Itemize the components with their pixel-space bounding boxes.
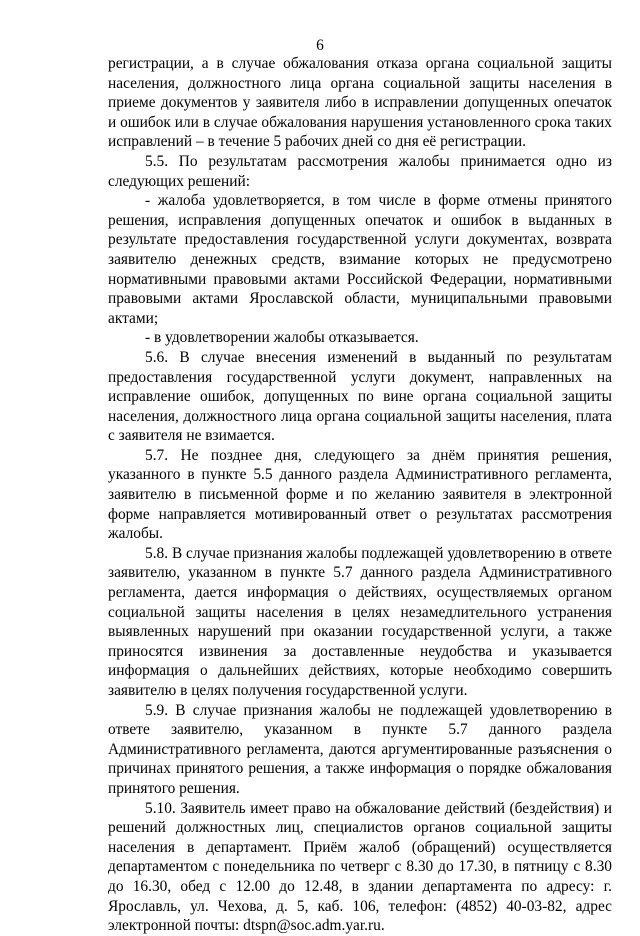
list-item-complaint-satisfied: - жалоба удовлетворяется, в том числе в форме отмены принятого решения, исправления допущенных опечаток и ошибок в выданных в результате предоставления государственной услуги документах, возврата заявителю денежных средств, взимание которых не предусмотрено нормативными правовыми актами Российской Федерации, нормативными правовыми актами Ярославской области, муниципальными правовыми актами;: [108, 192, 612, 327]
paragraph-5-6: 5.6. В случае внесения изменений в выданный по результатам предоставления государственной услуги документ, направленных на исправление ошибок, допущенных по вине органа социальной защиты населения, должностного лица органа социальной защиты населения, плата с заявителя не взимается.: [108, 348, 612, 445]
list-item-complaint-rejected: - в удовлетворении жалобы отказывается.: [145, 329, 419, 347]
page-number: 6: [316, 37, 324, 54]
paragraph-5-5: 5.5. По результатам рассмотрения жалобы принимается одно из следующих решений:: [108, 152, 612, 190]
paragraph-5-9: 5.9. В случае признания жалобы не подлежащей удовлетворению в ответе заявителю, указанном в пункте 5.7 данного раздела Административного регламента, даются аргументированные разъяснения о причинах принятого решения, а также информация о порядке обжалования принятого решения.: [108, 701, 612, 797]
document-body: [108, 54, 612, 936]
paragraph-5-10: 5.10. Заявитель имеет право на обжалование действий (бездействия) и решений должностных лиц, специалистов органов социальной защиты населения в департамент. Приём жалоб (обращений) осуществляется департаментом с понедельника по четверг с 8.30 до 17.30, в пятницу с 8.30 до 16.30, обед с 12.00 до 12.48, в здании департамента по адресу: г. Ярославль, ул. Чехова, д. 5, каб. 106, телефон: (4852) 40-03-82, адрес электронной почты: dtspn@soc.adm.yar.ru.: [108, 799, 612, 935]
paragraph-continuation: регистрации, а в случае обжалования отказа органа социальной защиты населения, должностного лица органа социальной защиты населения в приеме документов у заявителя либо в исправлении допущенных опечаток и ошибок или в случае обжалования нарушения установленного срока таких исправлений – в течение 5 рабочих дней со дня её регистрации.: [108, 55, 612, 151]
paragraph-5-7: 5.7. Не позднее дня, следующего за днём принятия решения, указанного в пункте 5.5 данного раздела Административного регламента, заявителю в письменной форме и по желанию заявителя в электронной форме направляется мотивированный ответ о результатах рассмотрения жалобы.: [108, 446, 612, 543]
paragraph-5-8: 5.8. В случае признания жалобы подлежащей удовлетворению в ответе заявителю, указанном в пункте 5.7 данного раздела Административного регламента, дается информация о действиях, осуществляемых органом социальной защиты населения в целях незамедлительного устранения выявленных нарушений при оказании государственной услуги, а также приносятся извинения за доставленные неудобства и указывается информация о дальнейших действиях, которые необходимо совершить заявителю в целях получения государственной услуги.: [108, 544, 612, 699]
